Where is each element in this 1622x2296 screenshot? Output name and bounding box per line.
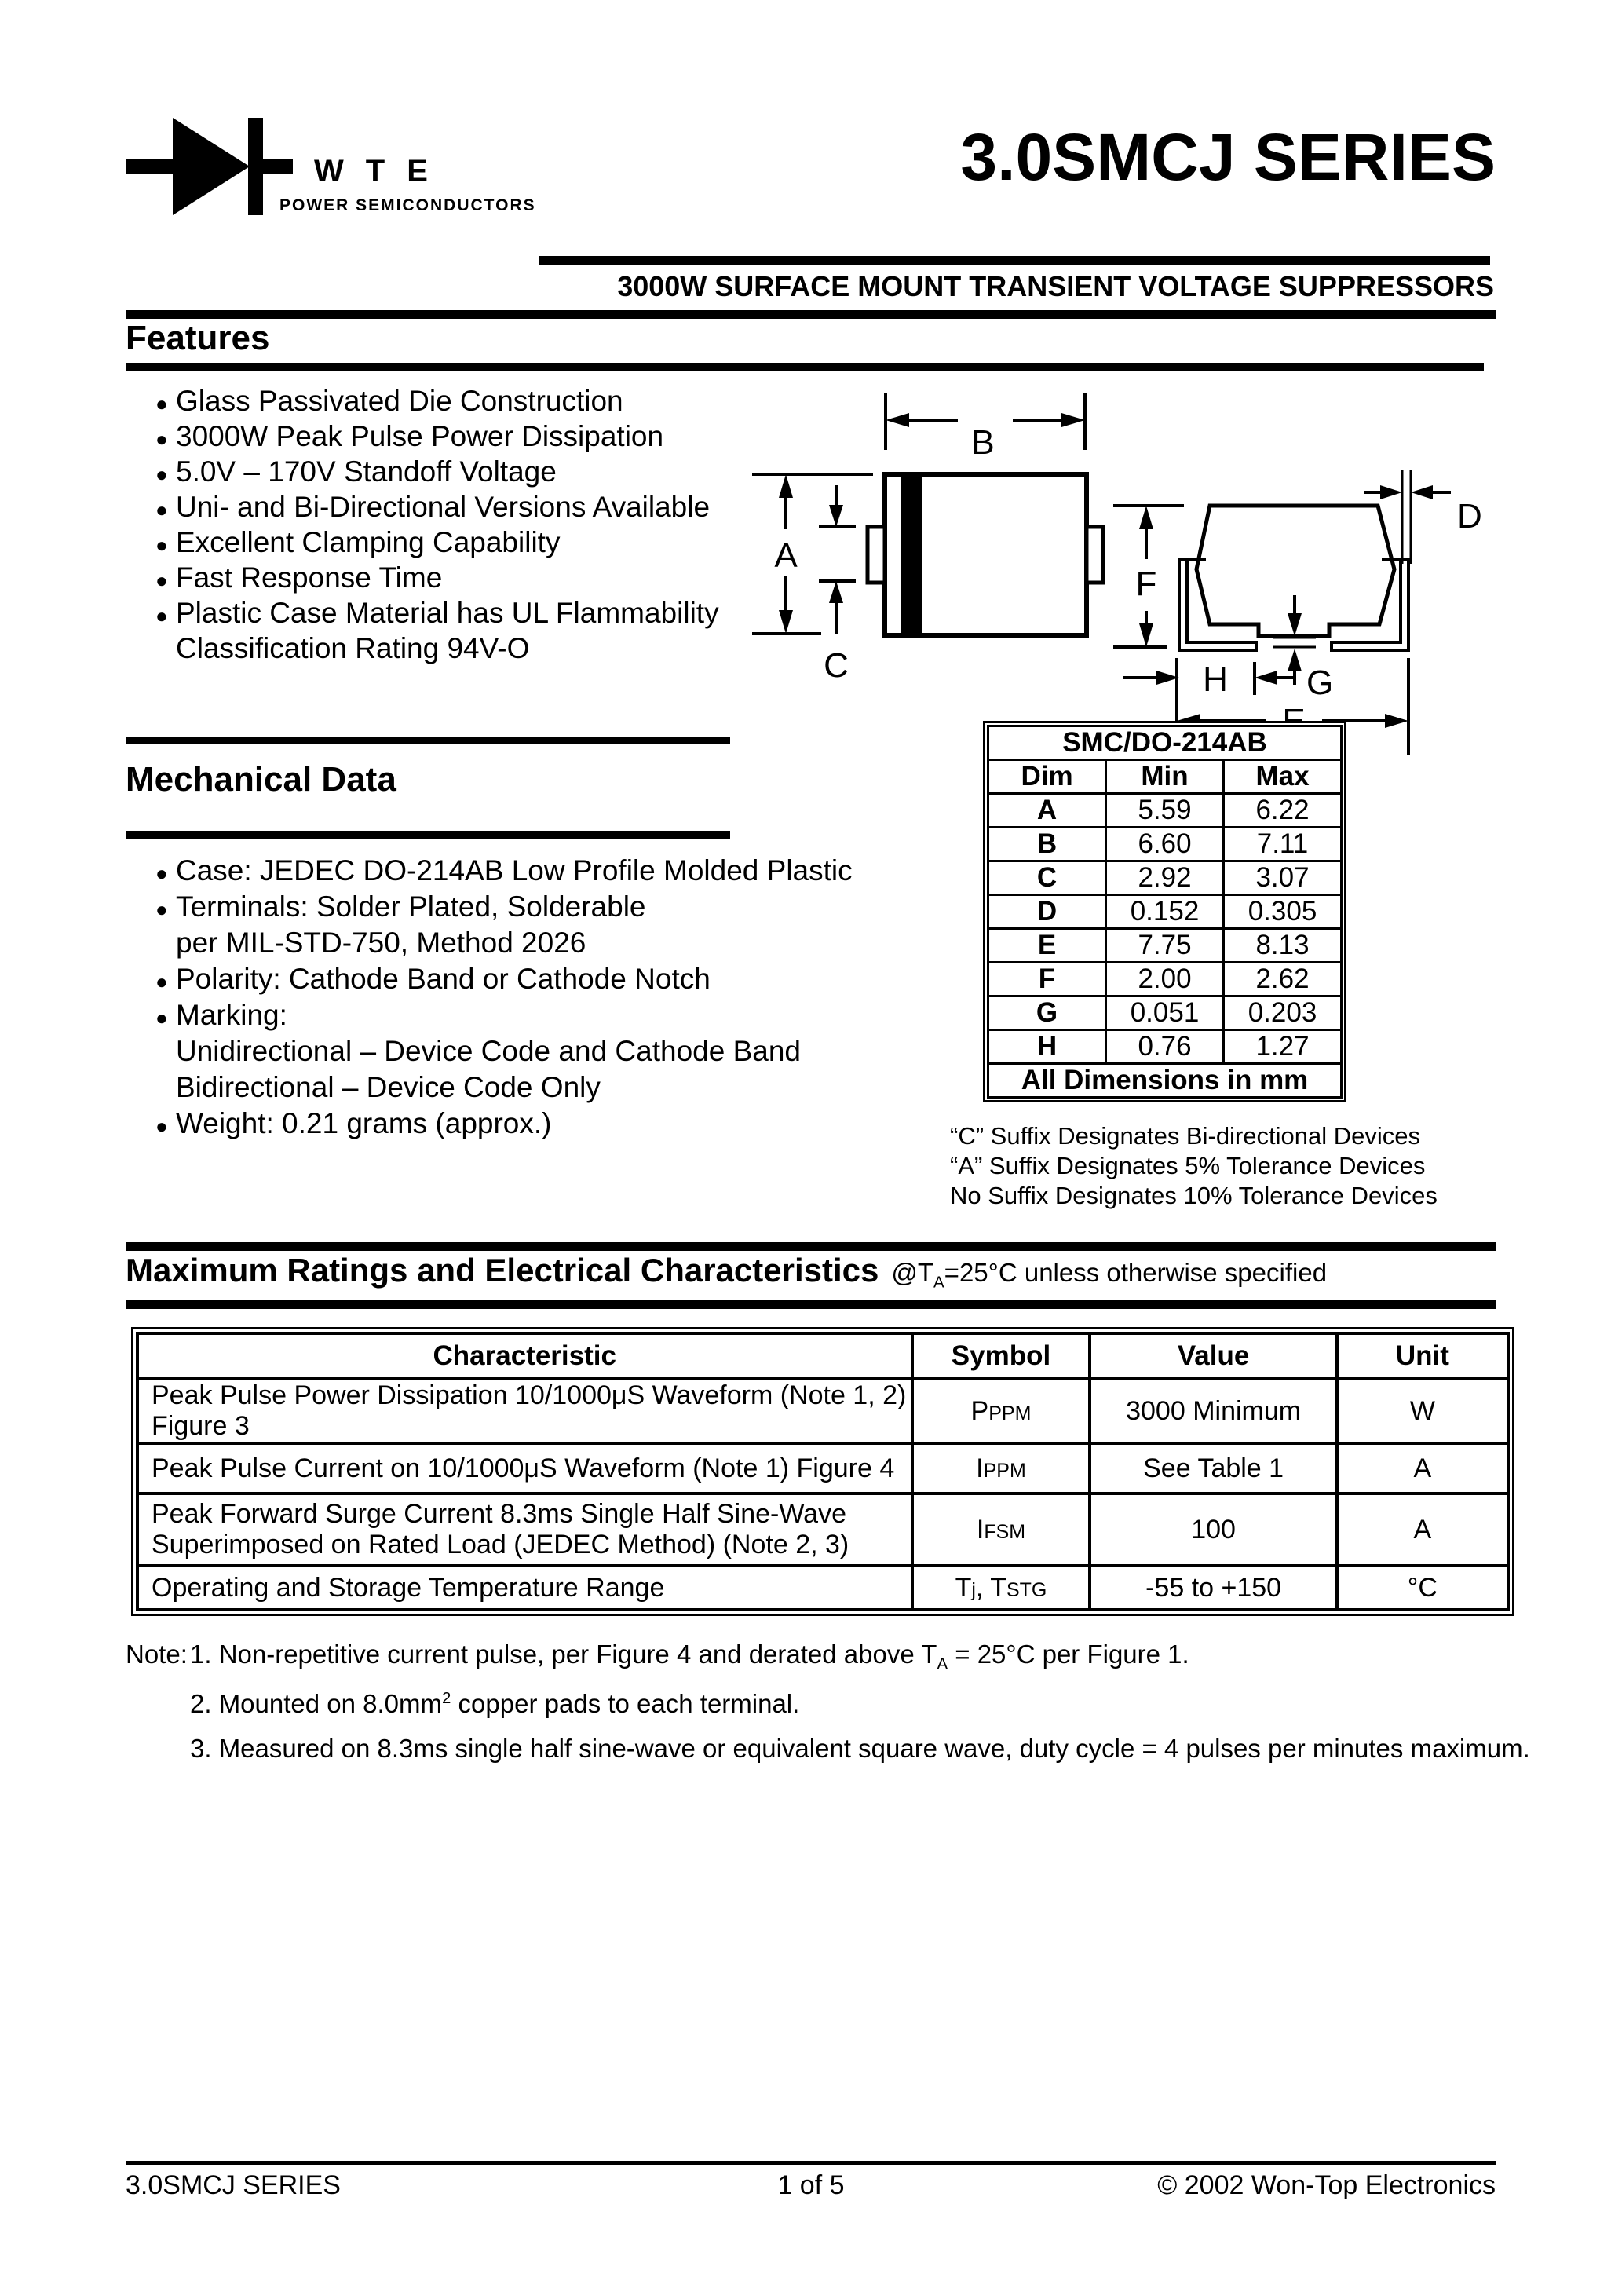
list-item: [126, 419, 719, 454]
table-row: C 2.92 3.07: [988, 861, 1342, 895]
table-row: [137, 1379, 1508, 1443]
table-header-row: [137, 1333, 1508, 1379]
brand-tagline: POWER SEMICONDUCTORS: [279, 196, 536, 214]
symbol-cell: IFSM: [912, 1493, 1090, 1566]
note-text: 2. Mounted on $8.0mm^2$ copper pads to each terminal.: [190, 1688, 800, 1718]
col-header: Symbol: [912, 1333, 1090, 1379]
bullet-icon: ●: [155, 462, 168, 486]
list-item-text: Marking:: [176, 999, 287, 1031]
list-item-text: Excellent Clamping Capability: [176, 526, 561, 558]
title-rule: [539, 256, 1490, 265]
table-row: D 0.152 0.305: [988, 895, 1342, 929]
footer-copyright: © 2002 Won-Top Electronics: [1157, 2170, 1496, 2200]
list-item-text: Weight: 0.21 grams (approx.): [176, 1107, 552, 1139]
brand-name: WTE: [314, 154, 450, 188]
bullet-icon: ●: [155, 970, 168, 993]
features-rule-top: [126, 310, 1496, 319]
value-cell: See Table 1: [1090, 1443, 1336, 1493]
col-header: Value: [1090, 1333, 1336, 1379]
list-item: [126, 489, 719, 525]
dim-table-footer: All Dimensions in mm: [988, 1064, 1342, 1098]
list-item: [126, 889, 853, 925]
characteristic-cell: Peak Pulse Current on 10/1000μS Waveform (Note 1) Figure 4: [137, 1443, 912, 1493]
dim-table-title: SMC/DO-214AB: [988, 726, 1342, 760]
suffix-notes: [950, 1121, 1438, 1211]
list-item: [126, 997, 853, 1033]
list-item: [126, 853, 853, 889]
dim-label-b: B: [971, 423, 995, 462]
list-item: [126, 454, 719, 489]
features-list: [126, 383, 719, 666]
list-item-text: Fast Response Time: [176, 561, 443, 594]
bullet-icon: ●: [155, 604, 168, 627]
dim-col-header: Max: [1224, 760, 1342, 794]
unit-cell: °C: [1337, 1566, 1508, 1610]
dim-label-a: A: [774, 536, 798, 575]
ratings-rule-top: [126, 1242, 1496, 1251]
ratings-rule-bottom: [126, 1300, 1496, 1309]
unit-cell: A: [1337, 1443, 1508, 1493]
table-row: E 7.75 8.13: [988, 929, 1342, 963]
unit-cell: A: [1337, 1493, 1508, 1566]
dim-label-f: F: [1135, 565, 1157, 603]
note-line: [126, 1640, 1530, 1674]
note-label: Note:: [126, 1640, 188, 1669]
list-item-text: per MIL-STD-750, Method 2026: [176, 927, 586, 959]
note-line: [126, 1689, 1530, 1719]
diode-logo-icon: [126, 118, 295, 217]
list-item-text: Plastic Case Material has UL Flammability: [176, 597, 719, 629]
mechanical-rule-top: [126, 737, 730, 744]
characteristic-cell: Peak Forward Surge Current 8.3ms Single Half Sine-Wave Superimposed on Rated Load (JEDEC Method) (Note 2, 3): [137, 1493, 912, 1566]
table-row: [137, 1443, 1508, 1493]
symbol-cell: PPPM: [912, 1379, 1090, 1443]
ratings-condition: $@T_A=25^\circ C$ unless otherwise specified: [891, 1258, 1328, 1292]
bullet-icon: ●: [155, 569, 168, 592]
list-item: [126, 1033, 853, 1069]
list-item-text: Case: JEDEC DO-214AB Low Profile Molded Plastic: [176, 854, 853, 887]
list-item: [126, 961, 853, 997]
list-item-text: 3000W Peak Pulse Power Dissipation: [176, 420, 664, 452]
list-item-text: Classification Rating 94V-O: [176, 632, 530, 664]
list-item: [126, 1106, 853, 1142]
list-item: [126, 525, 719, 560]
ratings-table: [131, 1327, 1514, 1616]
dim-label-g: G: [1306, 664, 1334, 702]
list-item: [126, 631, 719, 666]
bullet-icon: ●: [155, 898, 168, 921]
bullet-icon: ●: [155, 1006, 168, 1029]
table-row: H 0.76 1.27: [988, 1030, 1342, 1064]
ratings-heading-row: [126, 1252, 1327, 1292]
mechanical-list: [126, 853, 853, 1142]
list-item-text: Glass Passivated Die Construction: [176, 385, 623, 417]
bullet-icon: ●: [155, 861, 168, 885]
suffix-note: “A” Suffix Designates 5% Tolerance Devices: [950, 1152, 1426, 1179]
unit-cell: W: [1337, 1379, 1508, 1443]
dim-col-header: Dim: [988, 760, 1106, 794]
suffix-note: “C” Suffix Designates Bi-directional Devices: [950, 1122, 1420, 1150]
package-outline-diagram: [730, 369, 1531, 777]
dim-label-d: D: [1457, 497, 1482, 536]
list-item-text: Uni- and Bi-Directional Versions Available: [176, 491, 711, 523]
bullet-icon: ●: [155, 392, 168, 415]
note-text: 3. Measured on 8.3ms single half sine-wave or equivalent square wave, duty cycle = 4 pulses per minutes maximum.: [190, 1733, 1530, 1763]
bullet-icon: ●: [155, 533, 168, 557]
footer-page-number: 1 of 5: [777, 2170, 845, 2200]
page-title: 3.0SMCJ SERIES: [960, 120, 1496, 194]
symbol-cell: Tj, TSTG: [912, 1566, 1090, 1610]
characteristic-cell: Operating and Storage Temperature Range: [137, 1566, 912, 1610]
list-item-text: 5.0V – 170V Standoff Voltage: [176, 455, 557, 488]
notes-block: [126, 1640, 1530, 1779]
characteristic-cell: Peak Pulse Power Dissipation 10/1000μS Waveform (Note 1, 2) Figure 3: [137, 1379, 912, 1443]
col-header: Unit: [1337, 1333, 1508, 1379]
bullet-icon: ●: [155, 1114, 168, 1138]
list-item-text: Bidirectional – Device Code Only: [176, 1071, 601, 1103]
table-row: A 5.59 6.22: [988, 794, 1342, 828]
table-row: [137, 1566, 1508, 1610]
list-item-text: Terminals: Solder Plated, Solderable: [176, 890, 646, 923]
dim-label-h: H: [1203, 660, 1228, 699]
features-heading: Features: [126, 319, 270, 357]
value-cell: 3000 Minimum: [1090, 1379, 1336, 1443]
value-cell: 100: [1090, 1493, 1336, 1566]
suffix-note: No Suffix Designates 10% Tolerance Devices: [950, 1182, 1438, 1209]
col-header: Characteristic: [137, 1333, 912, 1379]
list-item: [126, 383, 719, 419]
package-dimensions-table: [983, 721, 1346, 1102]
footer-rule: [126, 2161, 1496, 2165]
bullet-icon: ●: [155, 498, 168, 521]
note-line: [126, 1734, 1530, 1764]
list-item: [126, 925, 853, 961]
mechanical-heading: Mechanical Data: [126, 760, 396, 799]
list-item-text: Unidirectional – Device Code and Cathode Band: [176, 1035, 802, 1067]
list-item: [126, 1069, 853, 1106]
table-row: G 0.051 0.203: [988, 996, 1342, 1030]
footer-left: 3.0SMCJ SERIES: [126, 2170, 341, 2200]
bullet-icon: ●: [155, 427, 168, 451]
table-row: B 6.60 7.11: [988, 828, 1342, 861]
page-subtitle: 3000W SURFACE MOUNT TRANSIENT VOLTAGE SUPPRESSORS: [617, 270, 1494, 302]
table-row: [137, 1493, 1508, 1566]
mechanical-rule-bottom: [126, 831, 730, 839]
ratings-heading: Maximum Ratings and Electrical Characteristics: [126, 1252, 879, 1289]
dim-col-header: Min: [1106, 760, 1224, 794]
value-cell: -55 to +150: [1090, 1566, 1336, 1610]
table-row: F 2.00 2.62: [988, 963, 1342, 996]
list-item: [126, 595, 719, 631]
list-item: [126, 560, 719, 595]
dim-label-c: C: [824, 646, 849, 685]
symbol-cell: IPPM: [912, 1443, 1090, 1493]
list-item-text: Polarity: Cathode Band or Cathode Notch: [176, 963, 711, 995]
note-text: 1. Non-repetitive current pulse, per Figure 4 and derated above $T_A = 25^\circ C$ per Figure 1.: [190, 1640, 1189, 1673]
